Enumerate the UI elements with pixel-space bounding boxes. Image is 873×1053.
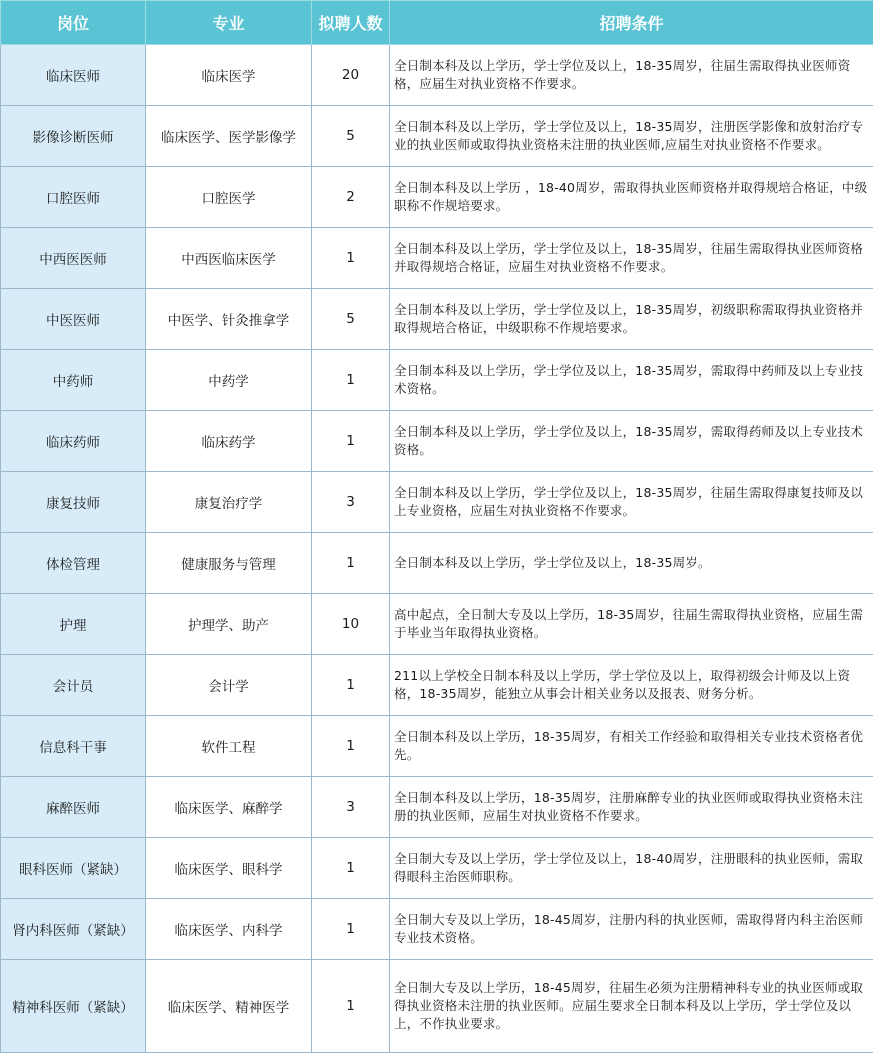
requirements-cell: 全日制大专及以上学历，学士学位及以上，18-40周岁，注册眼科的执业医师，需取得眼科主治医师职称。 xyxy=(390,838,873,899)
requirements-cell: 全日制大专及以上学历，18-45周岁，往届生必须为注册精神科专业的执业医师或取得执业资格未注册的执业医师。应届生要求全日制本科及以上学历，学士学位及以上，不作执业要求。 xyxy=(390,960,873,1053)
header-count: 拟聘人数 xyxy=(312,1,390,45)
major-cell: 临床医学、医学影像学 xyxy=(146,106,312,167)
count-cell: 1 xyxy=(312,899,390,960)
count-cell: 5 xyxy=(312,106,390,167)
position-cell: 口腔医师 xyxy=(1,167,146,228)
position-cell: 中医医师 xyxy=(1,289,146,350)
position-cell: 麻醉医师 xyxy=(1,777,146,838)
table-row xyxy=(1,716,873,777)
count-cell: 5 xyxy=(312,289,390,350)
requirements-cell: 全日制本科及以上学历，学士学位及以上，18-35周岁，初级职称需取得执业资格并取得规培合格证，中级职称不作规培要求。 xyxy=(390,289,873,350)
major-cell: 健康服务与管理 xyxy=(146,533,312,594)
major-cell: 护理学、助产 xyxy=(146,594,312,655)
requirements-cell: 全日制本科及以上学历 ，18-40周岁，需取得执业医师资格并取得规培合格证，中级职称不作规培要求。 xyxy=(390,167,873,228)
count-cell: 3 xyxy=(312,472,390,533)
major-cell: 临床医学、眼科学 xyxy=(146,838,312,899)
requirements-cell: 全日制本科及以上学历，学士学位及以上，18-35周岁。 xyxy=(390,533,873,594)
requirements-cell: 全日制本科及以上学历，学士学位及以上，18-35周岁，往届生需取得康复技师及以上专业资格，应届生对执业资格不作要求。 xyxy=(390,472,873,533)
header-requirements: 招聘条件 xyxy=(390,1,873,45)
major-cell: 中药学 xyxy=(146,350,312,411)
header-position: 岗位 xyxy=(1,1,146,45)
header-major: 专业 xyxy=(146,1,312,45)
position-cell: 中药师 xyxy=(1,350,146,411)
position-cell: 临床医师 xyxy=(1,45,146,106)
position-cell: 护理 xyxy=(1,594,146,655)
table-row xyxy=(1,594,873,655)
count-cell: 2 xyxy=(312,167,390,228)
table-row xyxy=(1,960,873,1053)
position-cell: 影像诊断医师 xyxy=(1,106,146,167)
table-row xyxy=(1,45,873,106)
requirements-cell: 211以上学校全日制本科及以上学历，学士学位及以上，取得初级会计师及以上资格，18-35周岁，能独立从事会计相关业务以及报表、财务分析。 xyxy=(390,655,873,716)
count-cell: 20 xyxy=(312,45,390,106)
position-cell: 信息科干事 xyxy=(1,716,146,777)
header-row xyxy=(1,1,873,45)
table-row xyxy=(1,289,873,350)
table-row xyxy=(1,777,873,838)
major-cell: 康复治疗学 xyxy=(146,472,312,533)
major-cell: 会计学 xyxy=(146,655,312,716)
count-cell: 1 xyxy=(312,533,390,594)
requirements-cell: 全日制本科及以上学历，18-35周岁，注册麻醉专业的执业医师或取得执业资格未注册的执业医师，应届生对执业资格不作要求。 xyxy=(390,777,873,838)
major-cell: 临床医学、精神医学 xyxy=(146,960,312,1053)
table-row xyxy=(1,167,873,228)
table-header xyxy=(1,1,873,45)
major-cell: 临床医学、内科学 xyxy=(146,899,312,960)
table-row xyxy=(1,899,873,960)
major-cell: 临床药学 xyxy=(146,411,312,472)
requirements-cell: 全日制本科及以上学历，学士学位及以上，18-35周岁，往届生需取得执业医师资格并取得规培合格证，应届生对执业资格不作要求。 xyxy=(390,228,873,289)
requirements-cell: 高中起点，全日制大专及以上学历，18-35周岁，往届生需取得执业资格，应届生需于毕业当年取得执业资格。 xyxy=(390,594,873,655)
table-row xyxy=(1,350,873,411)
table-row xyxy=(1,228,873,289)
table-row xyxy=(1,472,873,533)
major-cell: 临床医学、麻醉学 xyxy=(146,777,312,838)
table-row xyxy=(1,655,873,716)
position-cell: 体检管理 xyxy=(1,533,146,594)
position-cell: 精神科医师（紧缺） xyxy=(1,960,146,1053)
major-cell: 中西医临床医学 xyxy=(146,228,312,289)
position-cell: 会计员 xyxy=(1,655,146,716)
position-cell: 临床药师 xyxy=(1,411,146,472)
count-cell: 1 xyxy=(312,960,390,1053)
major-cell: 口腔医学 xyxy=(146,167,312,228)
count-cell: 1 xyxy=(312,411,390,472)
table-row xyxy=(1,411,873,472)
count-cell: 1 xyxy=(312,716,390,777)
requirements-cell: 全日制本科及以上学历，学士学位及以上，18-35周岁，注册医学影像和放射治疗专业的执业医师或取得执业资格未注册的执业医师,应届生对执业资格不作要求。 xyxy=(390,106,873,167)
count-cell: 3 xyxy=(312,777,390,838)
position-cell: 中西医医师 xyxy=(1,228,146,289)
position-cell: 眼科医师（紧缺） xyxy=(1,838,146,899)
table-row xyxy=(1,838,873,899)
table-body xyxy=(1,45,873,1053)
count-cell: 10 xyxy=(312,594,390,655)
count-cell: 1 xyxy=(312,655,390,716)
table-row xyxy=(1,533,873,594)
requirements-cell: 全日制本科及以上学历，学士学位及以上，18-35周岁，需取得中药师及以上专业技术资格。 xyxy=(390,350,873,411)
count-cell: 1 xyxy=(312,838,390,899)
requirements-cell: 全日制大专及以上学历，18-45周岁，注册内科的执业医师，需取得肾内科主治医师专业技术资格。 xyxy=(390,899,873,960)
position-cell: 肾内科医师（紧缺） xyxy=(1,899,146,960)
position-cell: 康复技师 xyxy=(1,472,146,533)
requirements-cell: 全日制本科及以上学历，学士学位及以上，18-35周岁，往届生需取得执业医师资格，应届生对执业资格不作要求。 xyxy=(390,45,873,106)
major-cell: 临床医学 xyxy=(146,45,312,106)
major-cell: 中医学、针灸推拿学 xyxy=(146,289,312,350)
count-cell: 1 xyxy=(312,228,390,289)
requirements-cell: 全日制本科及以上学历，18-35周岁，有相关工作经验和取得相关专业技术资格者优先。 xyxy=(390,716,873,777)
count-cell: 1 xyxy=(312,350,390,411)
requirements-cell: 全日制本科及以上学历，学士学位及以上，18-35周岁，需取得药师及以上专业技术资格。 xyxy=(390,411,873,472)
table-row xyxy=(1,106,873,167)
major-cell: 软件工程 xyxy=(146,716,312,777)
